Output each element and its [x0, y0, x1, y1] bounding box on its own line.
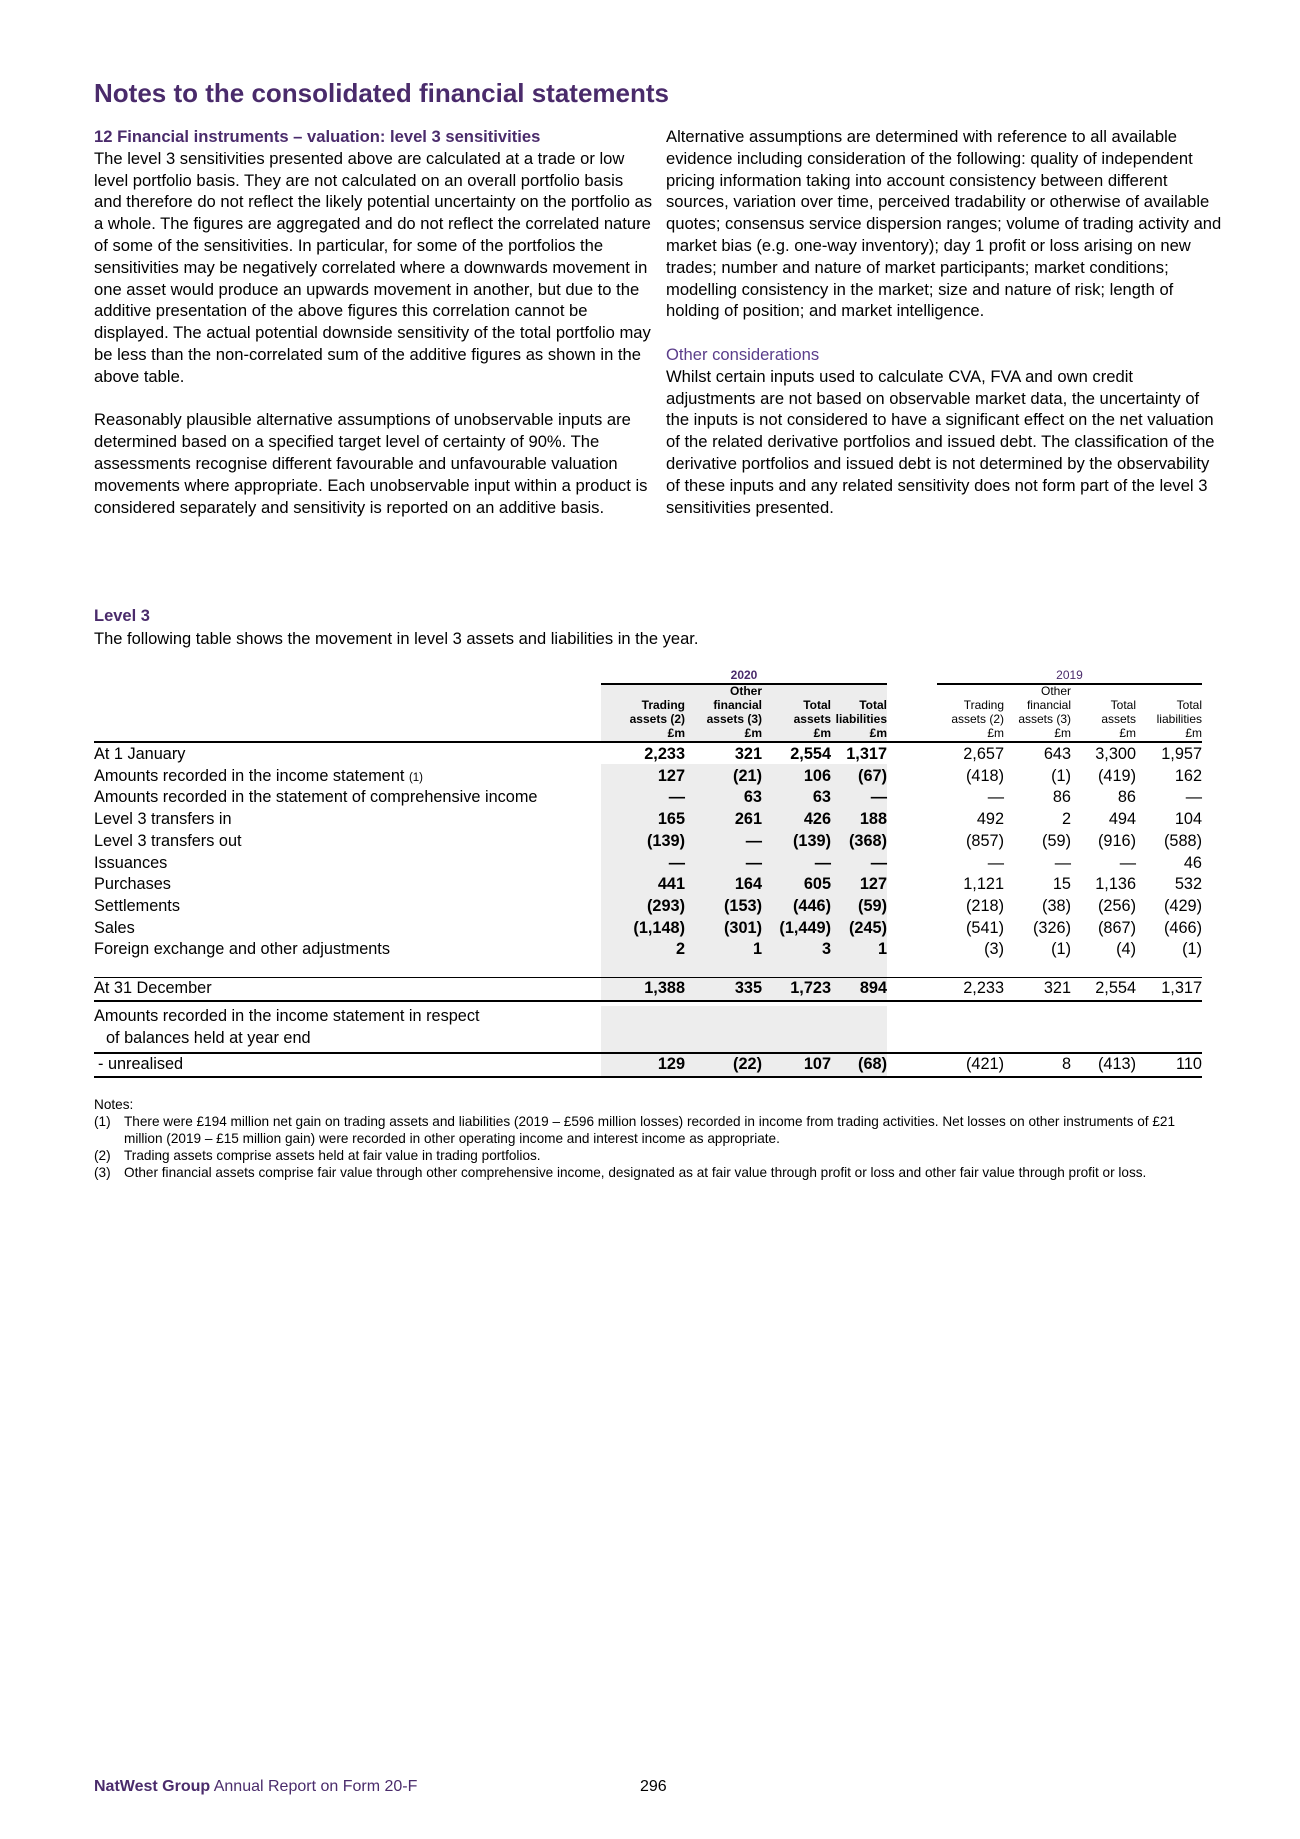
- table-row: [94, 809, 1202, 831]
- table-cell: 894: [859, 979, 887, 997]
- table-cell: 2,233: [644, 745, 685, 763]
- table-cell: 127: [859, 875, 887, 894]
- other-considerations-heading: Other considerations: [666, 344, 820, 364]
- page-number: 296: [640, 1778, 667, 1795]
- table-cell: 2,657: [963, 745, 1004, 763]
- table-cell: —: [1119, 853, 1136, 872]
- table-cell: 494: [1108, 810, 1136, 829]
- row-label: Purchases: [94, 875, 171, 894]
- table-cell: 8: [1061, 1055, 1071, 1073]
- level3-heading: Level 3: [94, 607, 150, 625]
- table-cell: 1,723: [790, 979, 831, 997]
- table-cell: —: [668, 788, 685, 807]
- table-cell: 1,388: [644, 979, 685, 997]
- table-cell: —: [745, 853, 762, 872]
- table-cell: 643: [1043, 745, 1071, 763]
- table-cell: —: [870, 788, 887, 807]
- row-label: Amounts recorded in the statement of comprehensive income: [94, 788, 538, 807]
- table-cell: —: [987, 853, 1004, 872]
- table-cell: 2: [675, 940, 685, 959]
- table-row: [94, 896, 1202, 918]
- table-cell: 2,554: [790, 745, 831, 763]
- left-column: [94, 126, 654, 518]
- table-cell: (541): [965, 918, 1004, 937]
- table-cell: (38): [1042, 896, 1071, 915]
- assumptions-paragraph: Reasonably plausible alternative assumptions of unobservable inputs are determined based on a specified target level of certainty of 90%. The assessments recognise different favourable and unfavourable valuation movements where appropriate. Each unobservable input within a product is considered separately and sensitivity is reported on an additive basis.: [94, 410, 648, 517]
- table-cell: 605: [803, 875, 831, 894]
- table-cell: (326): [1032, 918, 1071, 937]
- column-header: Trading assets (2) £m: [629, 698, 685, 740]
- table-cell: 110: [1176, 1055, 1202, 1073]
- table-cell: 106: [803, 766, 831, 785]
- table-cell: 107: [803, 1055, 831, 1073]
- table-cell: (916): [1097, 831, 1136, 850]
- table-cell: (3): [984, 940, 1004, 959]
- table-cell: (21): [733, 766, 762, 785]
- row-label: Foreign exchange and other adjustments: [94, 940, 390, 959]
- table-cell: 1,136: [1095, 875, 1136, 894]
- row-label: At 1 January: [94, 745, 186, 763]
- footer-brand: NatWest Group: [94, 1778, 211, 1795]
- table-row: [94, 874, 1202, 896]
- table-cell: (59): [858, 896, 887, 915]
- table-cell: —: [1054, 853, 1071, 872]
- table-cell: 441: [657, 875, 685, 894]
- column-header: Total assets £m: [1101, 698, 1136, 740]
- table-cell: (1): [1182, 940, 1202, 959]
- table-cell: 165: [657, 810, 685, 829]
- right-column: [666, 126, 1226, 518]
- table-cell: 127: [657, 766, 685, 785]
- note-item: (1) There were £194 million net gain on trading assets and liabilities (2019 – £596 million losses) recorded in income from trading activities. Net losses on other instruments of £21 million (2019 – £15 million gain) were recorded in other operating income and interest income as appropriate.: [94, 1114, 1176, 1146]
- row-label: Issuances: [94, 853, 168, 872]
- other-considerations-paragraph: Whilst certain inputs used to calculate CVA, FVA and own credit adjustments are not based on observable market data, the uncertainty of the inputs is not considered to have a significant effect on the net valuation of the related derivative portfolios and issued debt. The classification of the derivative portfolios and issued debt is not determined by the observability of these inputs and any related sensitivity does not form part of the level 3 sensitivities presented.: [666, 366, 1215, 517]
- table-cell: 46: [1183, 853, 1202, 872]
- table-cell: 162: [1174, 766, 1202, 785]
- table-cell: —: [745, 831, 762, 850]
- table-cell: 3: [821, 940, 831, 959]
- row-label: Amounts recorded in the income statement in respect: [94, 1007, 480, 1025]
- row-label: At 31 December: [94, 979, 212, 997]
- table-cell: 321: [734, 745, 762, 763]
- column-header: Total liabilities £m: [835, 698, 887, 740]
- column-header: Total assets £m: [793, 698, 831, 740]
- notes-title: Notes:: [94, 1097, 134, 1112]
- table-row: [94, 766, 1202, 788]
- table-cell: (413): [1097, 1055, 1136, 1073]
- notes-section: [94, 1096, 1202, 1181]
- table-cell: 3,300: [1095, 745, 1136, 763]
- column-header: Other financial assets (3) £m: [706, 684, 762, 740]
- table-cell: (218): [965, 896, 1004, 915]
- table-cell: 86: [1052, 788, 1071, 807]
- table-cell: 426: [803, 810, 831, 829]
- table-row: [94, 853, 1202, 875]
- table-cell: 1,121: [963, 875, 1004, 894]
- table-row: [94, 978, 1202, 1000]
- table-cell: (59): [1042, 831, 1071, 850]
- table-cell: 2,233: [963, 979, 1004, 997]
- table-cell: 335: [734, 979, 762, 997]
- table-cell: (857): [965, 831, 1004, 850]
- table-cell: (245): [848, 918, 887, 937]
- section-heading: 12 Financial instruments – valuation: level 3 sensitivities: [94, 127, 541, 146]
- table-cell: (293): [646, 896, 685, 915]
- table-cell: 15: [1052, 875, 1071, 894]
- table-cell: 261: [734, 810, 762, 829]
- column-header: Trading assets (2) £m: [951, 698, 1004, 740]
- year-2019-header: 2019: [1056, 668, 1083, 682]
- table-cell: 321: [1043, 979, 1071, 997]
- table-cell: (139): [792, 831, 831, 850]
- table-cell: 129: [657, 1055, 685, 1073]
- table-cell: 164: [734, 875, 762, 894]
- level3-intro: The following table shows the movement in level 3 assets and liabilities in the year.: [94, 630, 699, 648]
- table-cell: 104: [1174, 810, 1202, 829]
- table-cell: —: [814, 853, 831, 872]
- table-cell: (867): [1097, 918, 1136, 937]
- table-cell: 188: [859, 810, 887, 829]
- table-cell: (68): [858, 1055, 887, 1073]
- table-cell: (256): [1097, 896, 1136, 915]
- table-cell: (139): [646, 831, 685, 850]
- note-item: (2) Trading assets comprise assets held at fair value in trading portfolios.: [94, 1148, 541, 1163]
- table-cell: (1): [1051, 766, 1071, 785]
- table-row: [94, 939, 1202, 961]
- table-cell: (4): [1116, 940, 1136, 959]
- row-label: Sales: [94, 918, 135, 937]
- page-title: Notes to the consolidated financial statements: [94, 78, 669, 108]
- column-header: Total liabilities £m: [1156, 698, 1202, 740]
- table-cell: (466): [1163, 918, 1202, 937]
- table-cell: 532: [1174, 875, 1202, 894]
- table-cell: 2,554: [1095, 979, 1136, 997]
- note-item: (3) Other financial assets comprise fair value through other comprehensive income, designated as at fair value through profit or loss and other fair value through profit or loss.: [94, 1165, 1147, 1180]
- table-cell: —: [987, 788, 1004, 807]
- row-label: Level 3 transfers out: [94, 831, 242, 850]
- table-cell: —: [870, 853, 887, 872]
- footer-report-name: Annual Report on Form 20-F: [213, 1778, 418, 1795]
- table-cell: (446): [792, 896, 831, 915]
- table-cell: (22): [733, 1055, 762, 1073]
- row-label: Amounts recorded in the income statement (1): [94, 766, 424, 785]
- table-cell: (418): [965, 766, 1004, 785]
- table-cell: 63: [812, 788, 831, 807]
- table-cell: 86: [1117, 788, 1136, 807]
- table-cell: 1,317: [1161, 979, 1202, 997]
- table-cell: —: [668, 853, 685, 872]
- table-row: [94, 744, 1202, 766]
- table-cell: (368): [848, 831, 887, 850]
- row-label: Level 3 transfers in: [94, 810, 232, 829]
- sensitivity-paragraph: The level 3 sensitivities presented above are calculated at a trade or low level portfolio basis. They are not calculated on an overall portfolio basis and therefore do not reflect the likely potential uncertainty on the portfolio as a whole. The figures are aggregated and do not reflect the correlated nature of some of the sensitivities. In particular, for some of the portfolios the sensitivities may be negatively correlated where a downwards movement in one asset would produce an upwards movement in another, but due to the additive presentation of the above figures this correlation cannot be displayed. The actual potential downside sensitivity of the total portfolio may be less than the non-correlated sum of the additive figures as shown in the above table.: [94, 148, 653, 386]
- table-cell: (429): [1163, 896, 1202, 915]
- table-cell: (1): [1051, 940, 1071, 959]
- table-cell: (1,148): [633, 918, 685, 937]
- table-cell: 1: [877, 940, 887, 959]
- table-cell: (419): [1097, 766, 1136, 785]
- alternative-assumptions-paragraph: Alternative assumptions are determined with reference to all available evidence including consideration of the following: quality of independent pricing information taking into account consistency between different sources, variation over time, perceived tradability or otherwise of available quotes; consensus service dispersion ranges; volume of trading activity and market bias (e.g. one-way inventory); day 1 profit or loss arising on new trades; number and nature of market participants; market conditions; modelling consistency in the market; size and nature of risk; length of holding of position; and market intelligence.: [666, 127, 1222, 321]
- table-cell: 1,957: [1161, 745, 1202, 763]
- table-cell: (421): [965, 1055, 1004, 1073]
- footer: [94, 1778, 417, 1796]
- table-cell: (67): [858, 766, 887, 785]
- row-label: of balances held at year end: [106, 1029, 311, 1047]
- table-row: [94, 787, 1202, 809]
- year-2020-header: 2020: [730, 668, 758, 682]
- table-cell: (1,449): [779, 918, 831, 937]
- table-cell: (588): [1163, 831, 1202, 850]
- table-cell: 492: [976, 810, 1004, 829]
- table-cell: —: [1185, 788, 1202, 807]
- row-label: - unrealised: [98, 1055, 184, 1073]
- row-label: Settlements: [94, 896, 180, 915]
- column-header: Other financial assets (3) £m: [1018, 684, 1071, 740]
- table-cell: 63: [743, 788, 762, 807]
- table-cell: 1: [752, 940, 762, 959]
- table-cell: (301): [723, 918, 762, 937]
- level3-movement-table: [94, 668, 1202, 1078]
- unrealised-row: [94, 1006, 1202, 1028]
- table-row: [94, 918, 1202, 940]
- table-row: [94, 831, 1202, 853]
- table-cell: 1,317: [846, 745, 887, 763]
- table-cell: (153): [723, 896, 762, 915]
- table-cell: 2: [1061, 810, 1071, 829]
